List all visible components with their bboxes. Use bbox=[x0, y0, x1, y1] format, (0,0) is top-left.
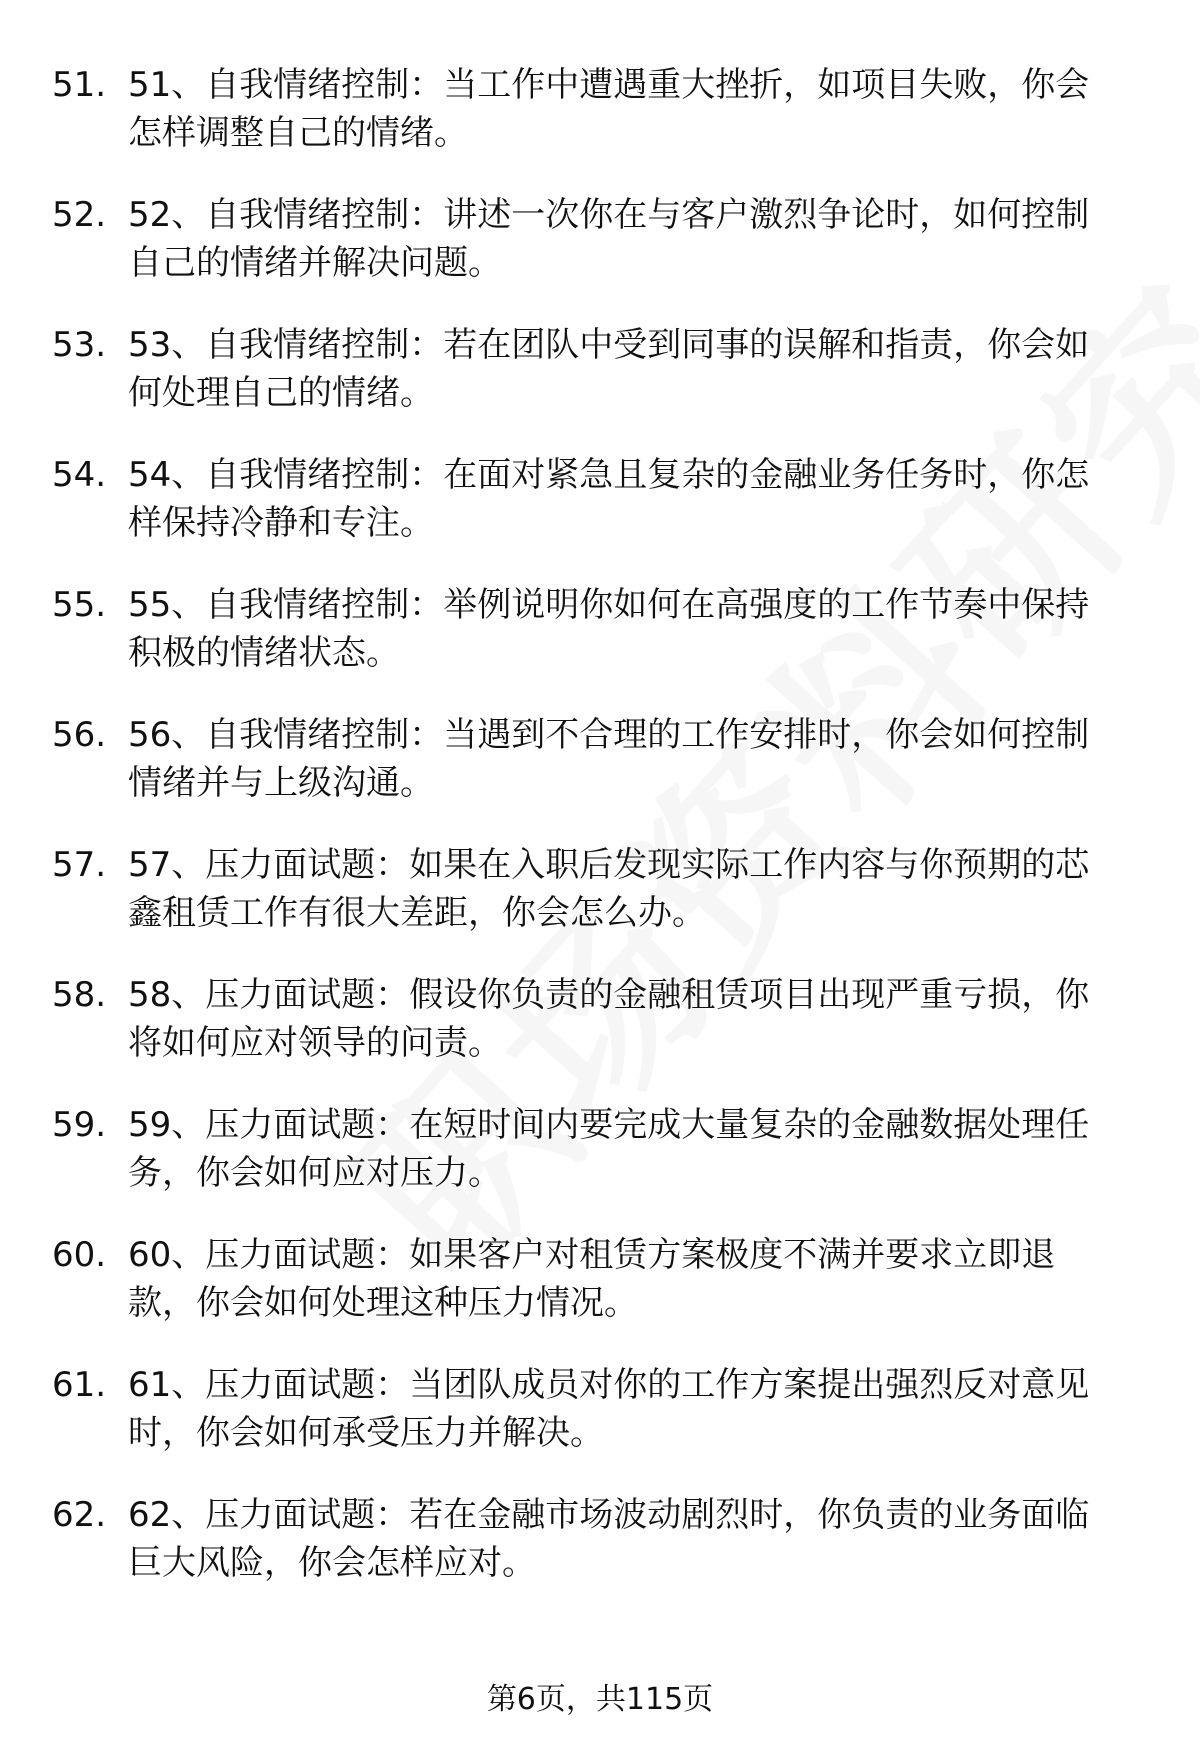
item-text-line: 鑫租赁工作有很大差距，你会怎么办。 bbox=[128, 893, 706, 933]
item-text-line: 款，你会如何处理这种压力情况。 bbox=[128, 1283, 638, 1323]
item-text-line: 何处理自己的情绪。 bbox=[128, 373, 434, 413]
list-item bbox=[0, 842, 1200, 963]
list-item bbox=[0, 1102, 1200, 1223]
item-number: 59. bbox=[52, 1105, 107, 1145]
item-text-line: 60、压力面试题：如果客户对租赁方案极度不满并要求立即退 bbox=[128, 1235, 1056, 1275]
list-item bbox=[0, 712, 1200, 833]
item-text-line: 59、压力面试题：在短时间内要完成大量复杂的金融数据处理任 bbox=[128, 1105, 1090, 1145]
item-number: 55. bbox=[52, 585, 107, 625]
list-item bbox=[0, 192, 1200, 313]
item-text-line: 时，你会如何承受压力并解决。 bbox=[128, 1413, 604, 1453]
item-text-line: 52、自我情绪控制：讲述一次你在与客户激烈争论时，如何控制 bbox=[128, 195, 1090, 235]
question-list bbox=[0, 62, 1200, 1622]
item-text-line: 56、自我情绪控制：当遇到不合理的工作安排时，你会如何控制 bbox=[128, 715, 1090, 755]
item-text-line: 57、压力面试题：如果在入职后发现实际工作内容与你预期的芯 bbox=[128, 845, 1090, 885]
item-text-line: 55、自我情绪控制：举例说明你如何在高强度的工作节奏中保持 bbox=[128, 585, 1090, 625]
item-text-line: 58、压力面试题：假设你负责的金融租赁项目出现严重亏损，你 bbox=[128, 975, 1090, 1015]
list-item bbox=[0, 582, 1200, 703]
item-number: 51. bbox=[52, 65, 107, 105]
item-text-line: 样保持冷静和专注。 bbox=[128, 503, 434, 543]
item-text-line: 51、自我情绪控制：当工作中遭遇重大挫折，如项目失败，你会 bbox=[128, 65, 1090, 105]
item-number: 58. bbox=[52, 975, 107, 1015]
item-text-line: 积极的情绪状态。 bbox=[128, 633, 400, 673]
item-number: 56. bbox=[52, 715, 107, 755]
item-text-line: 自己的情绪并解决问题。 bbox=[128, 243, 502, 283]
list-item bbox=[0, 1362, 1200, 1483]
item-text-line: 53、自我情绪控制：若在团队中受到同事的误解和指责，你会如 bbox=[128, 325, 1090, 365]
list-item bbox=[0, 1492, 1200, 1613]
item-number: 57. bbox=[52, 845, 107, 885]
list-item bbox=[0, 972, 1200, 1093]
item-text-line: 情绪并与上级沟通。 bbox=[128, 763, 434, 803]
item-text-line: 怎样调整自己的情绪。 bbox=[128, 113, 468, 153]
item-text-line: 54、自我情绪控制：在面对紧急且复杂的金融业务任务时，你怎 bbox=[128, 455, 1090, 495]
item-number: 54. bbox=[52, 455, 107, 495]
item-number: 61. bbox=[52, 1365, 107, 1405]
item-text-line: 61、压力面试题：当团队成员对你的工作方案提出强烈反对意见 bbox=[128, 1365, 1090, 1405]
item-text-line: 将如何应对领导的问责。 bbox=[128, 1023, 502, 1063]
list-item bbox=[0, 322, 1200, 443]
item-text-line: 巨大风险，你会怎样应对。 bbox=[128, 1543, 536, 1583]
item-number: 53. bbox=[52, 325, 107, 365]
item-text-line: 62、压力面试题：若在金融市场波动剧烈时，你负责的业务面临 bbox=[128, 1495, 1090, 1535]
item-text-line: 务，你会如何应对压力。 bbox=[128, 1153, 502, 1193]
list-item bbox=[0, 1232, 1200, 1353]
item-number: 62. bbox=[52, 1495, 107, 1535]
item-number: 52. bbox=[52, 195, 107, 235]
page-footer: 第6页，共115页 bbox=[486, 1682, 714, 1717]
list-item bbox=[0, 62, 1200, 183]
list-item bbox=[0, 452, 1200, 573]
item-number: 60. bbox=[52, 1235, 107, 1275]
